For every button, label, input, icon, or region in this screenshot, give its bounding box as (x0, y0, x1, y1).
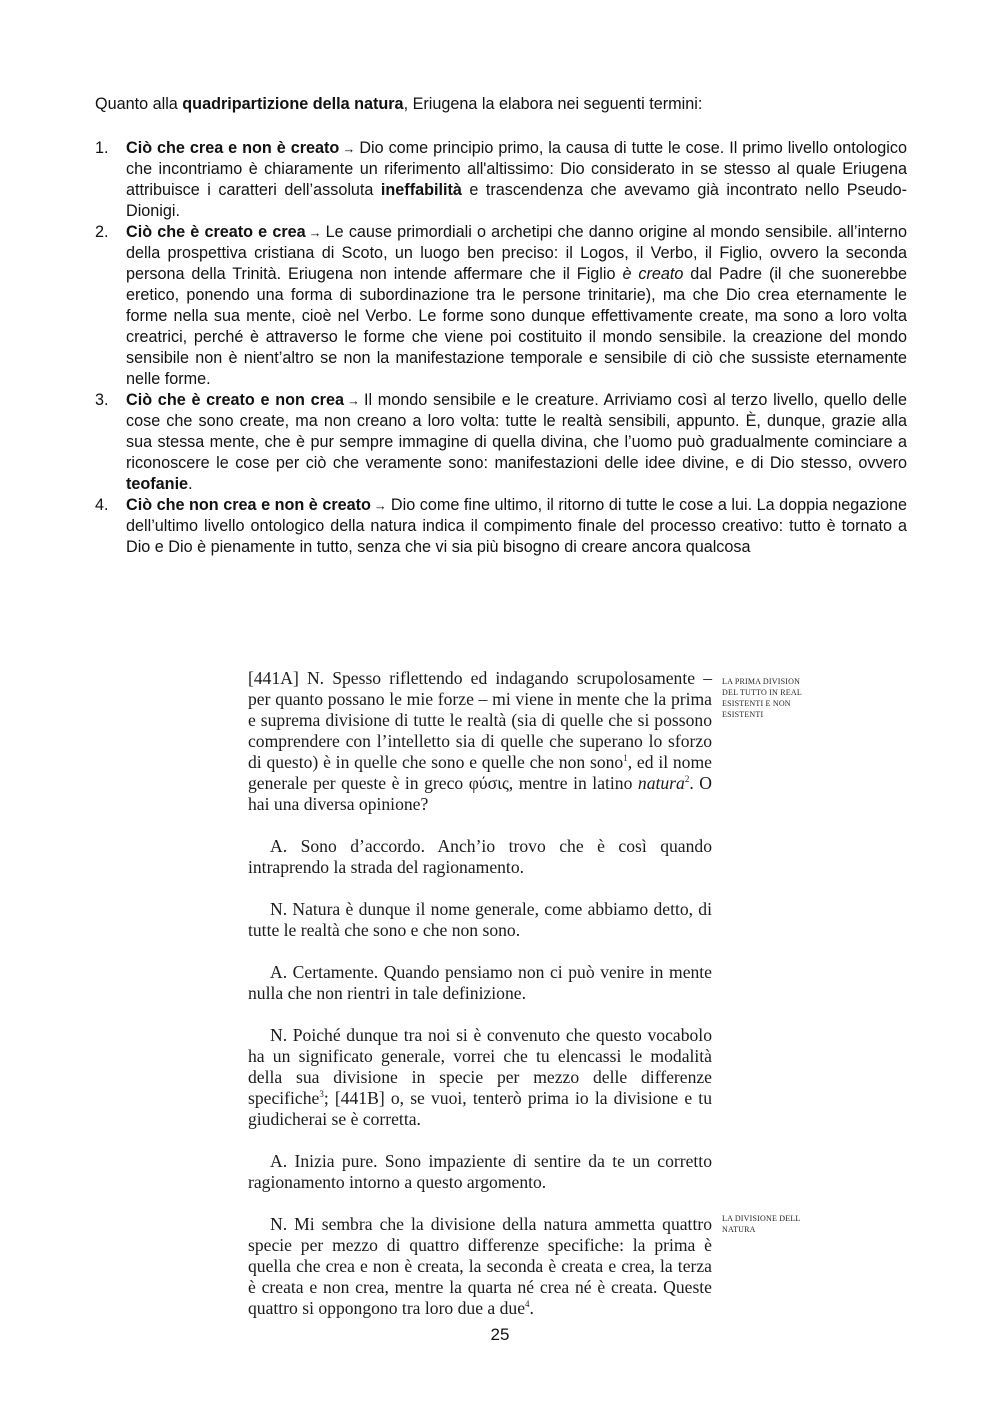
scanned-excerpt (248, 668, 712, 1319)
arrow-right-icon: → (308, 225, 322, 240)
list-item-bold-term: teofanie (126, 475, 189, 493)
footnote-ref: 1 (623, 753, 628, 764)
excerpt-text: , ed il nome generale per queste è in greco φύσις, mentre in latino (248, 752, 712, 793)
list-item (95, 138, 907, 222)
margin-note: LA DIVISIONE DELL NATURA (722, 1214, 801, 1234)
arrow-right-icon: → (373, 498, 387, 513)
list-item-number: 1. (95, 139, 109, 157)
list-item-text: e trascendenza che avevamo già incontrato nello Pseudo-Dionigi. (126, 181, 907, 220)
excerpt-text: . O hai una diversa opinione? (248, 773, 712, 814)
excerpt-paragraph (248, 1214, 712, 1319)
excerpt-paragraph: A. Certamente. Quando pensiamo non ci può venire in mente nulla che non rientri in tale definizione. (248, 962, 712, 1003)
excerpt-paragraph: A. Inizia pure. Sono impaziente di sentire da te un corretto ragionamento intorno a questo argomento. (248, 1151, 712, 1192)
footnote-ref: 3 (319, 1089, 324, 1100)
list-item-title: Ciò che è creato e crea (126, 223, 306, 241)
list-item-text: dal Padre (il che suonerebbe eretico, ponendo una forma di subordinazione tra le persone trinitarie), ma che Dio crea eternamente le forme nella sua mente, cioè nel Verbo. Le forme sono dunque effettivamente create, ma sono a loro volta creatrici, perché è attraverso le forme che viene poi costituito il mondo sensibile. la creazione del mondo sensibile non è nient’altro se non la manifestazione temporale e sensibile di ciò che sussiste eternamente nelle forme. (126, 265, 907, 388)
footnote-ref: 2 (684, 774, 690, 785)
list-item-text: Dio come principio primo, la causa di tutte le cose. Il primo livello ontologico che incontriamo è chiaramente un riferimento all'altissimo: Dio considerato in se stesso al quale Eriugena attribuisce i caratteri dell’assoluta (126, 139, 907, 199)
list-item (95, 495, 907, 558)
excerpt-paragraph (248, 668, 712, 815)
intro-paragraph (95, 94, 915, 115)
page-number: 25 (490, 1325, 510, 1344)
footnote-ref: 4 (525, 1299, 530, 1310)
excerpt-text: . (529, 1298, 534, 1318)
excerpt-text: N. Mi sembra che la divisione della natura ammetta quattro specie per mezzo di quattro differenze specifiche: la prima è quella che crea e non è creata, la seconda è creata e crea, la terza è creata e non crea, mentre la quarta né crea né è creata. Queste quattro si oppongono tra loro due a due (248, 1214, 712, 1318)
list-item-number: 3. (95, 391, 109, 409)
list-item (95, 390, 907, 495)
list-item-title: Ciò che non crea e non è creato (126, 496, 371, 514)
list-item-text: Dio come fine ultimo, il ritorno di tutte le cose a lui. La doppia negazione dell’ultimo livello ontologico della natura indica il compimento finale del processo creativo: tutto è tornato a Dio e Dio è pienamente in tutto, senza che vi sia più bisogno di creare ancora qualcosa (126, 496, 907, 556)
excerpt-text: [441A] N. Spesso riflettendo ed indagando scrupolosamente – per quanto possano le mie forze – mi viene in mente che la prima e suprema divisione di tutte le realtà (sia di quelle che si possono comprendere con l’intelletto sia di quelle che superano lo sforzo di questo) è in quelle che sono e quelle che non sono (248, 668, 712, 772)
excerpt-paragraph: A. Sono d’accordo. Anch’io trovo che è così quando intraprendo la strada del ragionamento. (248, 836, 712, 877)
list-item-italic-term: è creato (622, 265, 684, 283)
list-item (95, 222, 907, 390)
intro-bold-term: quadripartizione della natura (182, 95, 404, 113)
list-item-text: . (188, 475, 193, 493)
intro-text-after: , Eriugena la elabora nei seguenti termini: (403, 95, 703, 113)
list-item-text: Le cause primordiali o archetipi che danno origine al mondo sensibile. all’interno della prospettiva cristiana di Scoto, un luogo ben preciso: il Logos, il Verbo, il Figlio, ovvero la seconda persona della Trinità. Eriugena non intende affermare che il Figlio (126, 223, 907, 283)
margin-note: LA PRIMA DIVISION DEL TUTTO IN REAL ESISTENTI E NON ESISTENTI (722, 677, 802, 719)
excerpt-text: N. Poiché dunque tra noi si è convenuto che questo vocabolo ha un significato generale, vorrei che tu elencassi le modalità della sua divisione in specie per mezzo delle differenze specifiche (248, 1025, 712, 1108)
list-item-number: 4. (95, 496, 109, 514)
excerpt-paragraph: N. Natura è dunque il nome generale, come abbiamo detto, di tutte le realtà che sono e che non sono. (248, 899, 712, 940)
excerpt-italic-term: natura (637, 773, 685, 793)
list-item-title: Ciò che crea e non è creato (126, 139, 340, 157)
list-item-title: Ciò che è creato e non crea (126, 391, 344, 409)
list-item-bold-term: ineffabilità (380, 181, 462, 199)
arrow-right-icon: → (342, 141, 356, 156)
intro-text-before: Quanto alla (95, 95, 183, 113)
excerpt-text: ; [441B] o, se vuoi, tenterò prima io la divisione e tu giudicherai se è corretta. (248, 1088, 712, 1129)
arrow-right-icon: → (346, 393, 360, 408)
excerpt-paragraph (248, 1025, 712, 1130)
nature-division-list (95, 138, 907, 558)
list-item-text: Il mondo sensibile e le creature. Arriviamo così al terzo livello, quello delle cose che sono create, ma non creano a loro volta: tutte le realtà sensibili, appunto. È, dunque, grazie alla sua stessa mente, che è pur sempre immagine di quella divina, che l’uomo può gradualmente cominciare a riconoscere le cose per ciò che veramente sono: manifestazioni delle idee divine, e di Dio stesso, ovvero (126, 391, 907, 472)
list-item-number: 2. (95, 223, 109, 241)
